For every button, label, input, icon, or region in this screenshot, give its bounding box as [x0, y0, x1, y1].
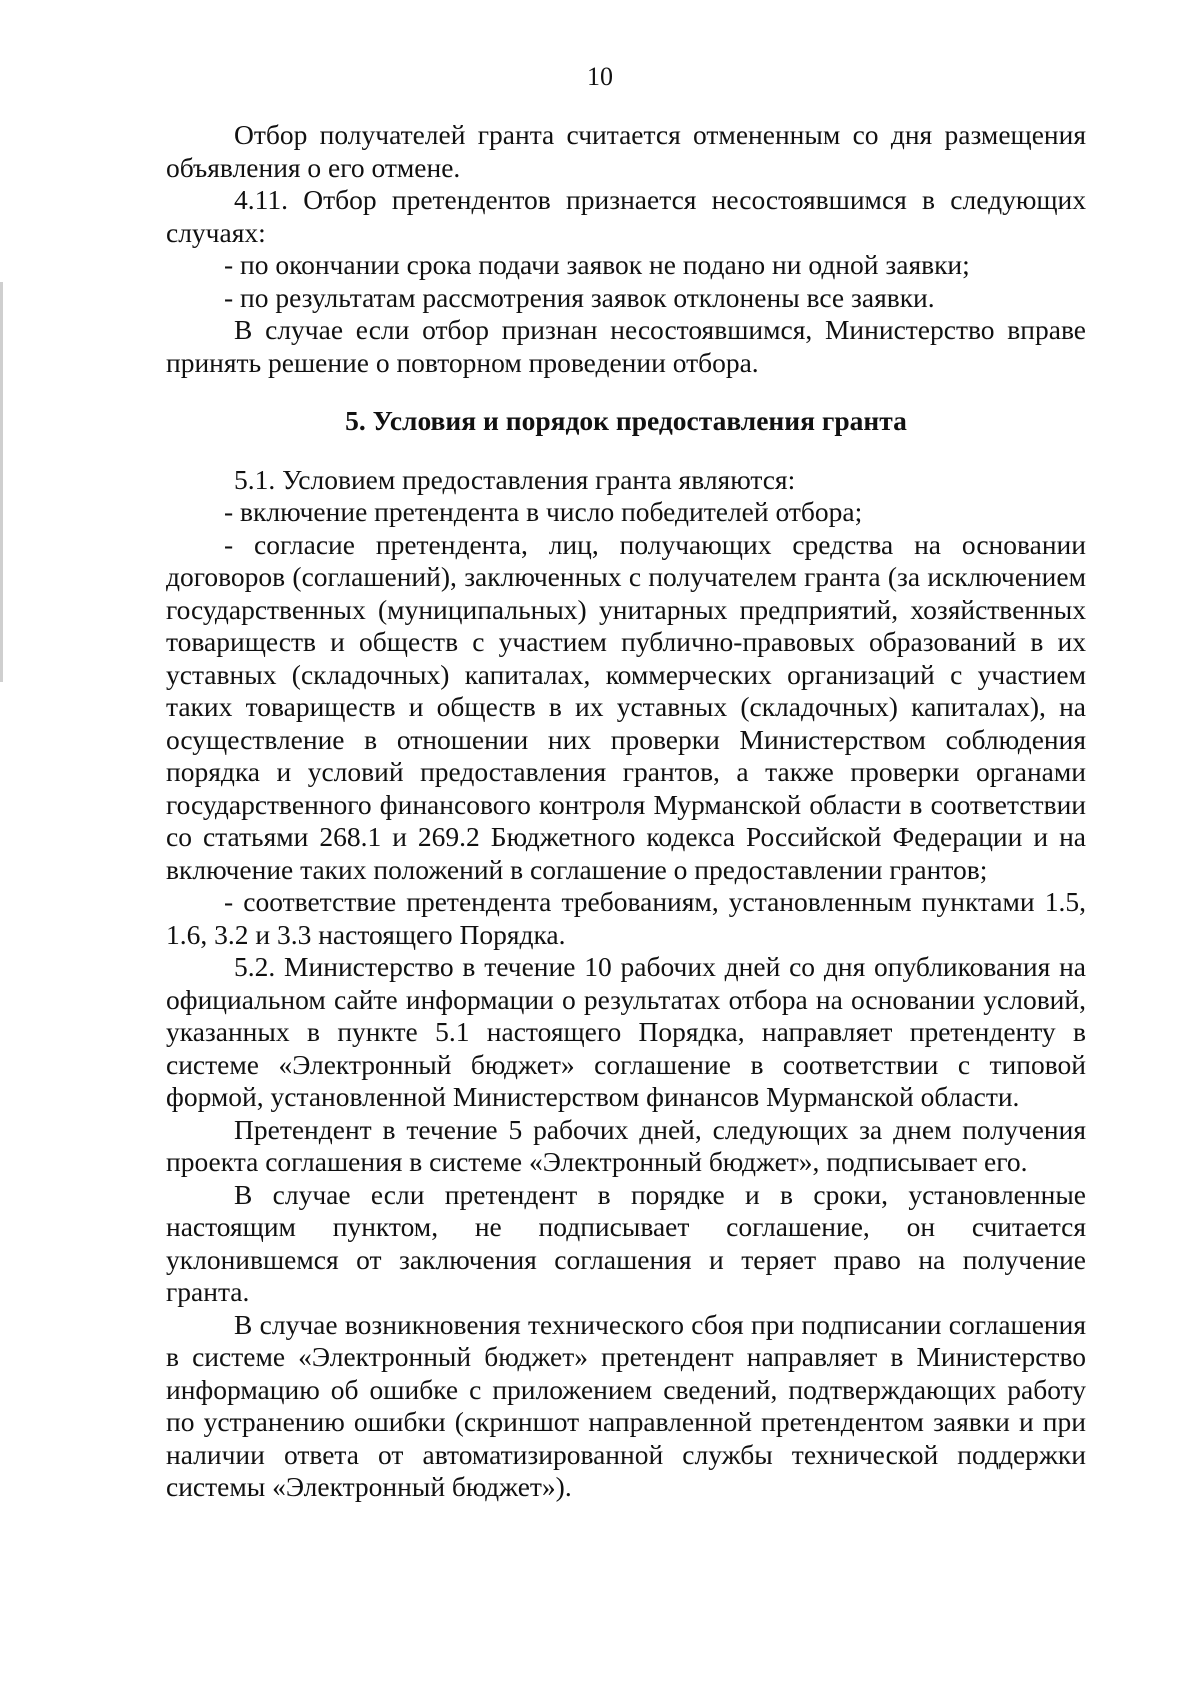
- paragraph-5-2: 5.2. Министерство в течение 10 рабочих дней со дня опубликования на официальном сайте информации о результатах отбора на основании условий, указанных в пункте 5.1 настоящего Порядка, направляет претенденту в системе «Электронный бюджет» соглашение в соответствии с типовой формой, установленной Министерством финансов Мурманской области.: [166, 951, 1086, 1112]
- list-item-consent: - согласие претендента, лиц, получающих средства на основании договоров (соглашений), заключенных с получателем гранта (за исключением государственных (муниципальных) унитарных предприятий, хозяйственных товариществ и обществ с участием публично-правовых образований в их уставных (складочных) капиталах, коммерческих организаций с участием таких товариществ и обществ в их уставных (складочных) капиталах), на осуществление в отношении них проверки Министерством соблюдения порядка и условий предоставления грантов, а также проверки органами государственного финансового контроля Мурманской области в соответствии со статьями 268.1 и 269.2 Бюджетного кодекса Российской Федерации и на включение таких положений в соглашение о предоставлении грантов;: [166, 528, 1086, 885]
- document-body: [166, 119, 1086, 1504]
- list-item-compliance: - соответствие претендента требованиям, установленным пунктами 1.5, 1.6, 3.2 и 3.3 настоящего Порядка.: [166, 886, 1086, 950]
- paragraph-4-11: 4.11. Отбор претендентов признается несостоявшимся в следующих случаях:: [166, 184, 1086, 248]
- paragraph-technical-failure: В случае возникновения технического сбоя при подписании соглашения в системе «Электронный бюджет» претендент направляет в Министерство информацию об ошибке с приложением сведений, подтверждающих работу по устранению ошибки (скриншот направленной претендентом заявки и при наличии ответа от автоматизированной службы технической поддержки системы «Электронный бюджет»).: [166, 1308, 1086, 1502]
- list-item-all-rejected: - по результатам рассмотрения заявок отклонены все заявки.: [224, 281, 935, 313]
- paragraph-5-1: 5.1. Условием предоставления гранта являются:: [234, 463, 796, 495]
- list-item-no-applications: - по окончании срока подачи заявок не подано ни одной заявки;: [224, 249, 970, 280]
- page-number: 10: [587, 62, 613, 91]
- paragraph-selection-cancelled: Отбор получателей гранта считается отмененным со дня размещения объявления о его отмене.: [166, 119, 1086, 183]
- scan-edge-line: [0, 282, 3, 682]
- paragraph-evasion: В случае если претендент в порядке и в сроки, установленные настоящим пунктом, не подписывает соглашение, он считается уклонившемся от заключения соглашения и теряет право на получение гранта.: [166, 1178, 1086, 1307]
- paragraph-signing-term: Претендент в течение 5 рабочих дней, следующих за днем получения проекта соглашения в системе «Электронный бюджет», подписывает его.: [166, 1113, 1086, 1177]
- section-heading: 5. Условия и порядок предоставления гранта: [345, 405, 907, 436]
- list-item-winner: - включение претендента в число победителей отбора;: [224, 496, 863, 527]
- paragraph-repeat-selection: В случае если отбор признан несостоявшимся, Министерство вправе принять решение о повторном проведении отбора.: [166, 314, 1086, 378]
